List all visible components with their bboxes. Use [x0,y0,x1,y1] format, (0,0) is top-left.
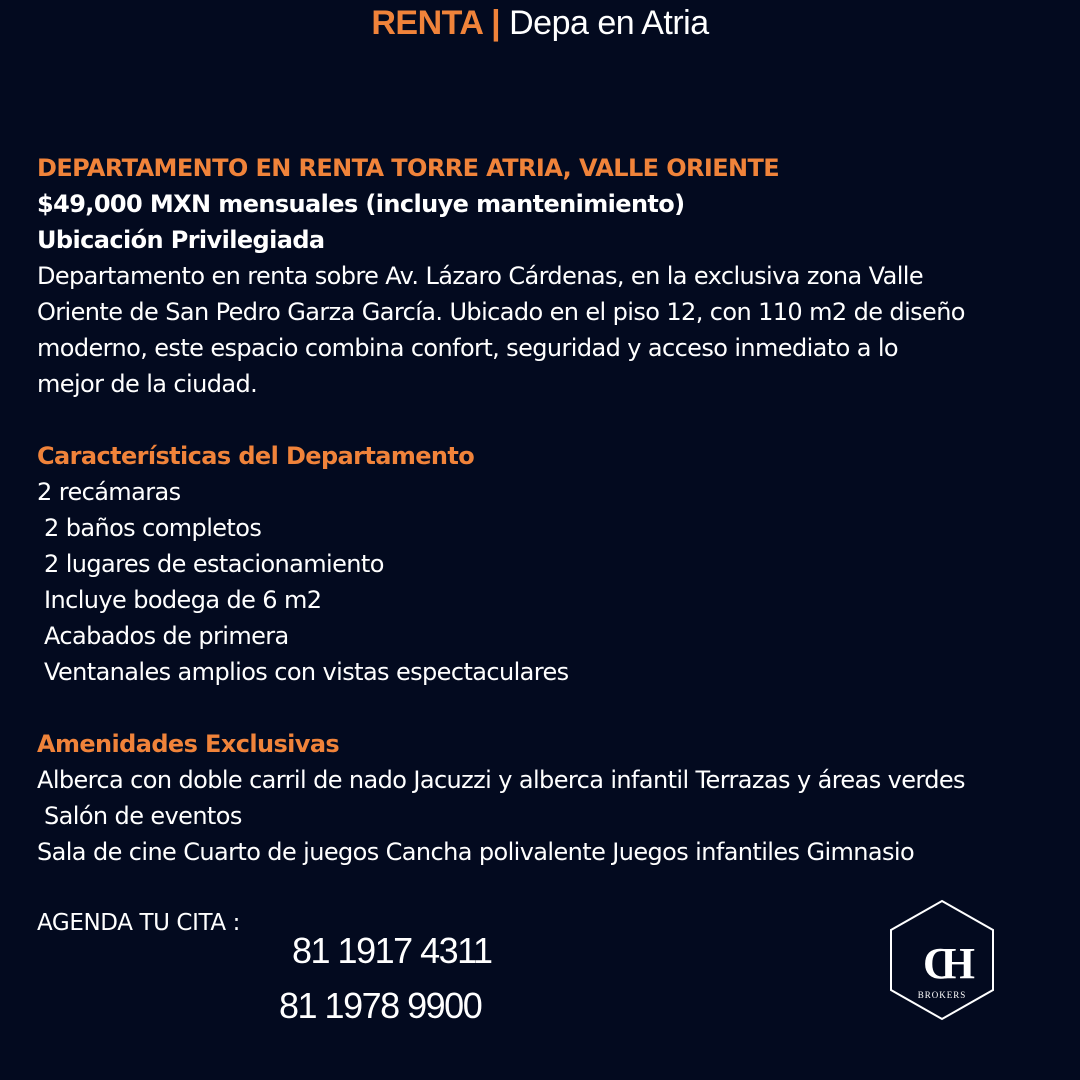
listing-content [37,150,1057,870]
listing-heading: DEPARTAMENTO EN RENTA TORRE ATRIA, VALLE ORIENTE [37,154,780,182]
amenities-heading: Amenidades Exclusivas [37,730,340,758]
feature-item: Acabados de primera [37,622,289,650]
feature-item: 2 lugares de estacionamiento [37,550,384,578]
amenity-item: Sala de cine Cuarto de juegos Cancha polivalente Juegos infantiles Gimnasio [37,838,915,866]
page-header [0,2,1080,44]
header-separator: | [491,4,501,42]
feature-item: 2 recámaras [37,478,181,506]
listing-price: $49,000 MXN mensuales (incluye mantenimiento) [37,190,685,218]
spacer [37,402,1057,438]
contact-label: AGENDA TU CITA : [37,910,240,936]
description-line: Oriente de San Pedro Garza García. Ubicado en el piso 12, con 110 m2 de diseño [37,298,965,326]
header-title: Depa en Atria [509,4,709,42]
feature-item: 2 baños completos [37,514,262,542]
spacer [37,690,1057,726]
features-heading: Características del Departamento [37,442,475,470]
description-line: mejor de la ciudad. [37,370,258,398]
amenity-item: Alberca con doble carril de nado Jacuzzi y alberca infantil Terrazas y áreas verdes [37,766,965,794]
description-line: Departamento en renta sobre Av. Lázaro Cárdenas, en la exclusiva zona Valle [37,262,924,290]
amenity-item: Salón de eventos [37,802,242,830]
phone-number-1[interactable]: 81 1917 4311 [292,930,492,971]
ch-brokers-logo-icon [886,898,998,1022]
header-accent: RENTA [371,4,483,42]
logo-label: BROKERS [917,990,967,1000]
location-heading: Ubicación Privilegiada [37,226,325,254]
feature-item: Ventanales amplios con vistas espectaculares [37,658,569,686]
logo-monogram: CH [923,939,961,988]
feature-item: Incluye bodega de 6 m2 [37,586,322,614]
phone-number-2[interactable]: 81 1978 9900 [279,985,482,1026]
description-line: moderno, este espacio combina confort, seguridad y acceso inmediato a lo [37,334,898,362]
